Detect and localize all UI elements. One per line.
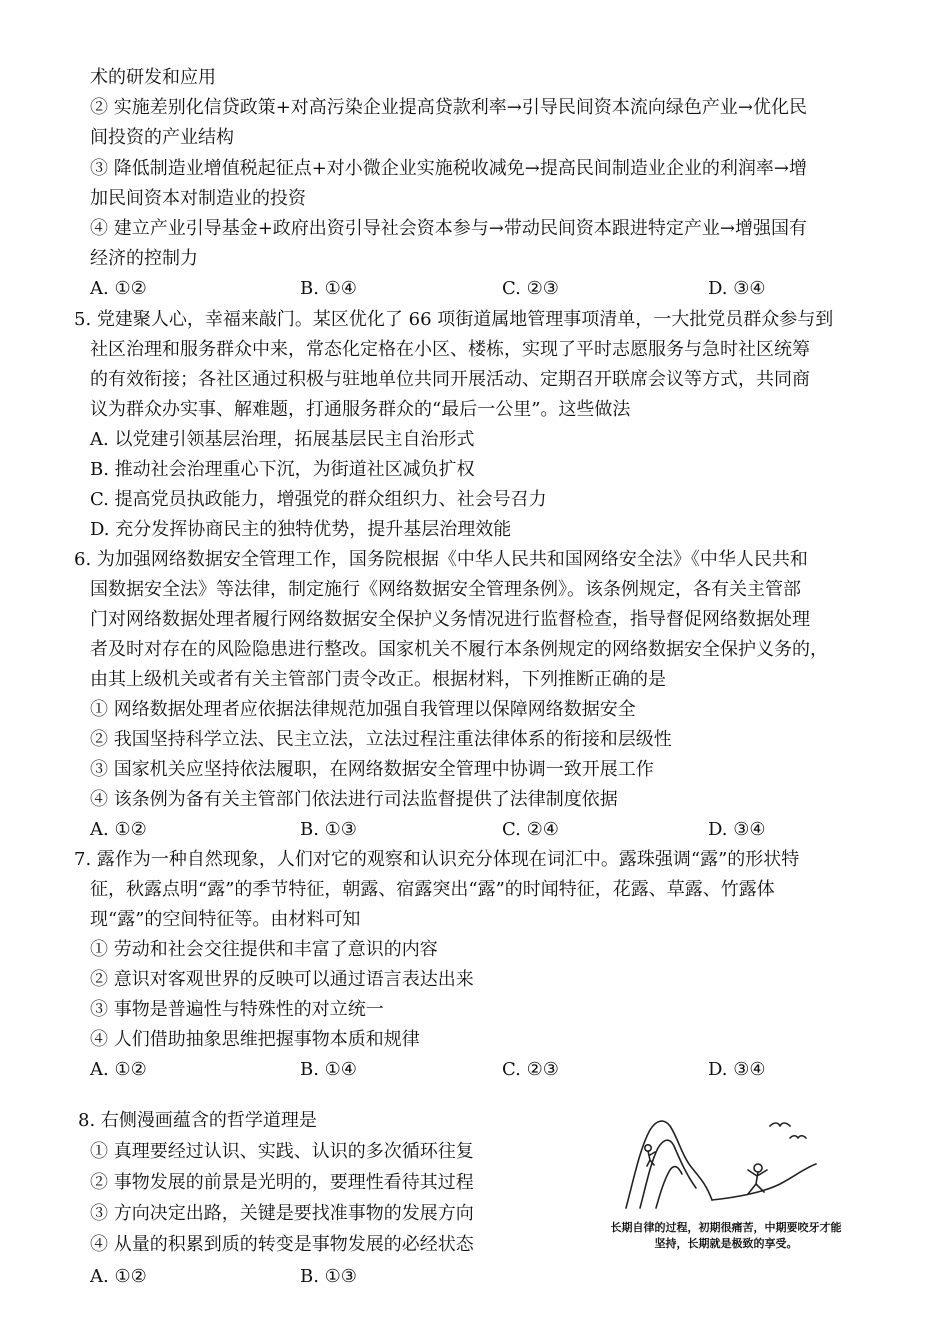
- bird-1: [770, 1123, 790, 1126]
- intro-line-1: 术的研发和应用: [90, 67, 216, 88]
- comic-illustration: [606, 1108, 846, 1258]
- q5-option-b[interactable]: B. 推动社会治理重心下沉，为街道社区减负扩权: [90, 459, 475, 480]
- q6-stem-3: 门对网络数据处理者履行网络数据安全保护义务情况进行监督检查，指导督促网络数据处理: [90, 609, 810, 630]
- q5-stem-3: 的有效衔接；各社区通过积极与驻地单位共同开展活动、定期召开联席会议等方式，共同商: [90, 369, 810, 390]
- choice-c[interactable]: C. ②③: [502, 278, 559, 299]
- q5-option-d[interactable]: D. 充分发挥协商民主的独特优势，提升基层治理效能: [90, 519, 512, 540]
- intro-option-3a: ③ 降低制造业增值税起征点+对小微企业实施税收减免→提高民间制造业企业的利润率→增: [90, 158, 807, 179]
- choice-b[interactable]: B. ①③: [300, 819, 357, 840]
- intro-option-2b: 间投资的产业结构: [90, 127, 234, 148]
- q6-statement-2: ② 我国坚持科学立法、民主立法，立法过程注重法律体系的衔接和层级性: [90, 729, 672, 750]
- choice-b[interactable]: B. ①④: [300, 1059, 357, 1080]
- q7-statement-4: ④ 人们借助抽象思维把握事物本质和规律: [90, 1029, 420, 1050]
- intro-option-4b: 经济的控制力: [90, 248, 198, 269]
- q6-statement-1: ① 网络数据处理者应依据法律规范加强自我管理以保障网络数据安全: [90, 699, 636, 720]
- q6-statement-3: ③ 国家机关应坚持依法履职，在网络数据安全管理中协调一致开展工作: [90, 759, 654, 780]
- choice-b[interactable]: B. ①③: [300, 1266, 357, 1287]
- q6-choices: [90, 819, 890, 843]
- q5-option-a[interactable]: A. 以党建引领基层治理，拓展基层民主自治形式: [90, 429, 475, 450]
- q7-statement-2: ② 意识对客观世界的反映可以通过语言表达出来: [90, 969, 474, 990]
- choice-c[interactable]: C. ②④: [502, 819, 559, 840]
- choice-d[interactable]: D. ③④: [708, 1059, 766, 1080]
- q5-option-c[interactable]: C. 提高党员执政能力，增强党的群众组织力、社会号召力: [90, 489, 547, 510]
- q5-stem-4: 议为群众办实事、解难题，打通服务群众的“最后一公里”。这些做法: [90, 399, 631, 420]
- choice-a[interactable]: A. ①②: [90, 278, 147, 299]
- choice-a[interactable]: A. ①②: [90, 1266, 147, 1287]
- q6-stem-2: 国数据安全法》等法律，制定施行《网络数据安全管理条例》。该条例规定，各有关主管部: [90, 579, 801, 600]
- q6-stem-1: 6. 为加强网络数据安全管理工作，国务院根据《中华人民共和国网络安全法》《中华人民共和: [74, 549, 808, 570]
- intro-choices: [90, 278, 890, 302]
- q8-choices: [90, 1266, 510, 1290]
- q8-statement-3: ③ 方向决定出路，关键是要找准事物的发展方向: [90, 1203, 474, 1224]
- choice-d[interactable]: D. ③④: [708, 278, 766, 299]
- q7-statement-1: ① 劳动和社会交往提供和丰富了意识的内容: [90, 939, 438, 960]
- q5-stem-2: 社区治理和服务群众中来，常态化定格在小区、楼栋，实现了平时志愿服务与急时社区统筹: [90, 339, 810, 360]
- choice-c[interactable]: C. ②③: [502, 1059, 559, 1080]
- q7-stem-2: 征，秋露点明“露”的季节特征，朝露、宿露突出“露”的时闻特征，花露、草露、竹露体: [90, 879, 775, 900]
- runner-head: [754, 1164, 762, 1172]
- q7-statement-3: ③ 事物是普遍性与特殊性的对立统一: [90, 999, 384, 1020]
- choice-d[interactable]: D. ③④: [708, 819, 766, 840]
- q6-stem-4: 者及时对存在的风险隐患进行整改。国家机关不履行本条例规定的网络数据安全保护义务的，: [90, 639, 828, 660]
- q7-stem-3: 现“露”的空间特征等。由材料可知: [90, 909, 361, 930]
- q8-statement-1: ① 真理要经过认识、实践、认识的多次循环往复: [90, 1141, 474, 1162]
- choice-b[interactable]: B. ①④: [300, 278, 357, 299]
- q7-stem-1: 7. 露作为一种自然现象，人们对它的观察和认识充分体现在词汇中。露珠强调“露”的形状特: [74, 849, 800, 870]
- intro-option-2a: ② 实施差别化信贷政策+对高污染企业提高贷款利率→引导民间资本流向绿色产业→优化民: [90, 97, 807, 118]
- q8-statement-4: ④ 从量的积累到质的转变是事物发展的必经状态: [90, 1234, 474, 1255]
- intro-option-4a: ④ 建立产业引导基金+政府出资引导社会资本参与→带动民间资本跟进特定产业→增强国有: [90, 218, 807, 239]
- mountain-climber-drawing: [620, 1108, 830, 1216]
- q8-statement-2: ② 事物发展的前景是光明的，要理性看待其过程: [90, 1172, 474, 1193]
- comic-caption: 长期自律的过程，初期很痛苦，中期要咬牙才能坚持，长期就是极致的享受。: [610, 1221, 842, 1250]
- mountain-outline-1: [626, 1121, 712, 1208]
- bird-2: [790, 1136, 806, 1138]
- intro-option-3b: 加民间资本对制造业的投资: [90, 188, 306, 209]
- choice-a[interactable]: A. ①②: [90, 1059, 147, 1080]
- choice-a[interactable]: A. ①②: [90, 819, 147, 840]
- mountain-outline-3: [656, 1167, 682, 1208]
- q5-stem-1: 5. 党建聚人心，幸福来敲门。某区优化了 66 项街道属地管理事项清单，一大批党员群众参与到: [74, 309, 834, 330]
- q6-stem-5: 由其上级机关或者有关主管部门责令改正。根据材料，下列推断正确的是: [90, 669, 666, 690]
- q6-statement-4: ④ 该条例为备有关主管部门依法进行司法监督提供了法律制度依据: [90, 789, 618, 810]
- hill-outline: [712, 1164, 816, 1200]
- q8-stem-1: 8. 右侧漫画蕴含的哲学道理是: [78, 1110, 317, 1131]
- q7-choices: [90, 1059, 890, 1083]
